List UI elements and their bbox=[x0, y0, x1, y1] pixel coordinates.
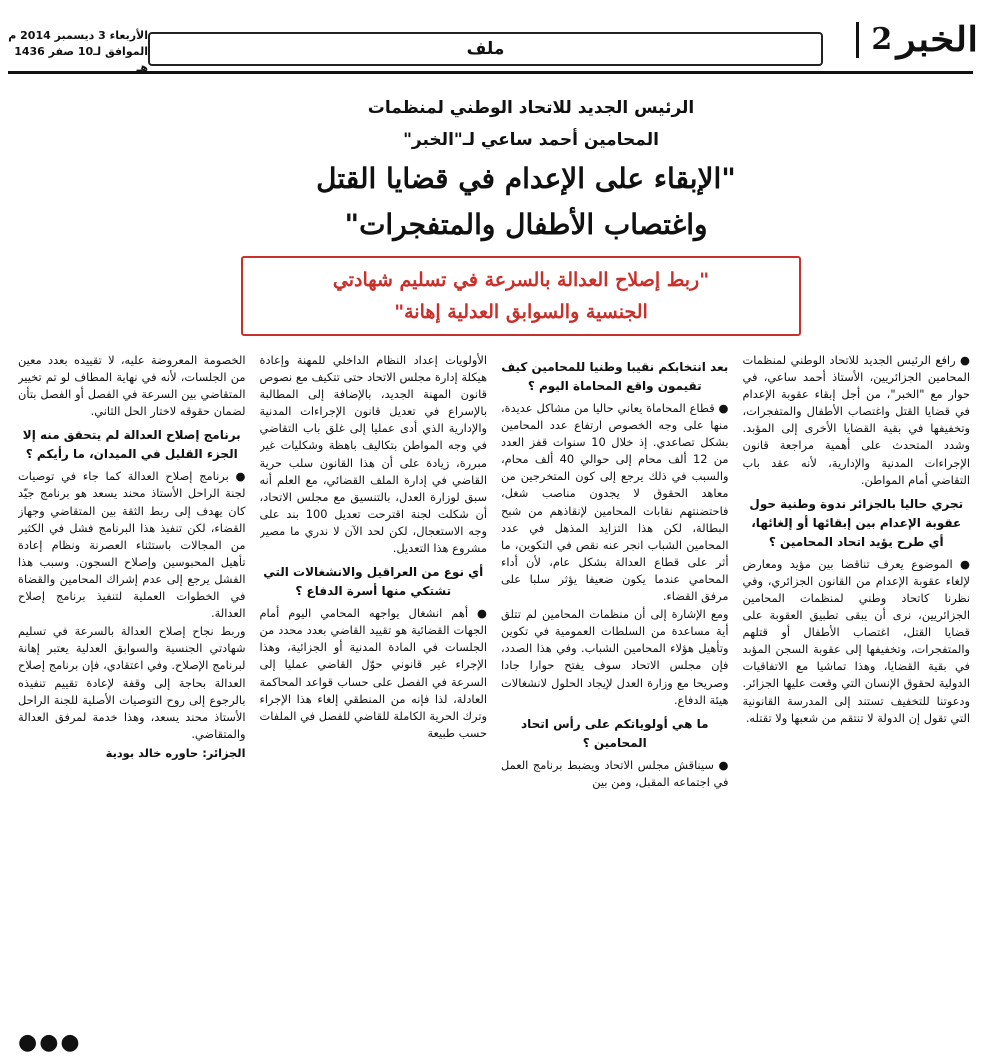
article-columns bbox=[18, 352, 970, 1028]
interview-question: ما هي أولوياتكم على رأس اتحاد المحامين ؟ bbox=[520, 716, 709, 750]
headline-line-2: واغتصاب الأطفال والمتفجرات" bbox=[344, 208, 708, 241]
kicker-line-1: الرئيس الجديد للاتحاد الوطني لمنظمات bbox=[367, 98, 695, 118]
date-gregorian: الأربعاء 3 ديسمبر 2014 م bbox=[8, 29, 148, 42]
paragraph: وربط نجاح إصلاح العدالة بالسرعة في تسليم شهادتي الجنسية والسوابق العدلية يعتبر إهانة لبرنامج الإصلاح. وفي اعتقادي، فإن برنامج إصلاح العدالة بحاجة إلى وقفة لإعادة تقييم تنفيذه بالرجوع إلى روح التوصيات الأصلية للجنة الراحل الأستاذ محند يسعد، وهذا خدمة لمرفق العدالة والمتقاضي. bbox=[18, 624, 246, 741]
interview-question: تجري حاليا بالجزائر ندوة وطنية حول عقوبة الإعدام بين إبقائها أو إلغائها، أي طرح يؤيد اتحاد المحامين ؟ bbox=[749, 496, 964, 549]
article-subheadline bbox=[333, 264, 709, 328]
interview-question: بعد انتخابكم نقيبا وطنيا للمحامين كيف تقيمون واقع المحاماة اليوم ؟ bbox=[501, 360, 729, 393]
end-mark: ●●● bbox=[18, 1030, 82, 1055]
article-kicker bbox=[221, 92, 841, 156]
page-header bbox=[8, 16, 979, 74]
paragraph: ● الموضوع يعرف تناقضا بين مؤيد ومعارض لإلغاء عقوبة الإعدام من القانون الجزائري، وفي نظرنا كاتحاد وطني لمنظمات المحامين الجزائريين، نرى أن يبقى تطبيق العقوبة على قضايا القتل، اغتصاب الأطفال أو قتلهم والمتفجرات، وتخفيفها إلى عقوبة السجن المؤبد في بقية القضايا، وهذا تماشيا مع الاتفاقيات الدولية لحقوق الإنسان التي وقعت عليها الجزائر. ودعوتنا للتخفيف تستند إلى المدرسة القانونية التي تقول إن الدولة لا تنتقم من شعبها ولا تقتله. bbox=[742, 556, 970, 725]
article-headline bbox=[221, 156, 831, 248]
paragraph: ● برنامج إصلاح العدالة كما جاء في توصيات لجنة الراحل الأستاذ محند يسعد هو برنامج جيّد كان يهدف إلى ربط الثقة بين المتقاضي وجهاز القضاء، لكن تنفيذ هذا البرنامج فشل في الكثير من المجالات باستثناء العصرنة ونظام إعادة تأهيل المحبوسين وإصلاح السجون. وسبب هذا الفشل يرجع إلى عدم إشراك المحامين والقضاة في الخطوات العملية لتنفيذ برنامج إصلاح العدالة. bbox=[18, 469, 246, 621]
paragraph: ومع الإشارة إلى أن منظمات المحامين لم تتلق أية مساعدة من السلطات العمومية في تكوين وتأهيل هؤلاء المحامين الشباب. وفي هذا الصدد، فإن مجلس الاتحاد سوف يفتح حوارا جادا وصريحا مع وزارة العدل لإيجاد الحلول لانشغالات هيئة الدفاع. bbox=[501, 607, 729, 707]
interview-question: برنامج إصلاح العدالة لم يتحقق منه إلا الجزء القليل في الميدان، ما رأيكم ؟ bbox=[22, 428, 241, 462]
newspaper-logo: الخبر bbox=[896, 20, 979, 60]
section-label bbox=[148, 32, 823, 66]
article-column-2 bbox=[501, 352, 729, 1028]
paragraph: ● قطاع المحاماة يعاني حاليا من مشاكل عديدة، منها على وجه الخصوص ارتفاع عدد المحامين بشكل تصاعدي. إذ خلال 10 سنوات قفز العدد من 12 ألف محام إلى حوالي 40 ألف محام، والسبب في ذلك يرجع إلى كون المتخرجين من معاهد الحقوق لا يجدون مناصب شغل، فاحتضنتهم نقابات المحامين لإنقاذهم من شبح البطالة، لكن هذا التزايد المذهل في عدد المحامين الشباب انجر عنه نقص في التكوين، ما أثر على قطاع العدالة بشكل عام، لأن أداء المحامي عندما يكون ضعيفا يؤثر سلبا على مرفق القضاء. bbox=[501, 401, 729, 604]
paragraph: ● رافع الرئيس الجديد للاتحاد الوطني لمنظمات المحامين الجزائريين، الأستاذ أحمد ساعي، في حوار مع "الخبر"، من أجل إبقاء عقوبة الإعدام في قضايا القتل واغتصاب الأطفال والمتفجرات، وتخفيفها في بقية القضايا الأخرى إلى المؤبد. وشدد المتحدث على أهمية مراجعة قانون الإجراءات المدنية والإدارية، لأنه عقد باب التقاضي أمام المواطن. bbox=[742, 353, 970, 487]
byline: الجزائر: حاوره خالد بودية bbox=[105, 745, 246, 760]
headline-line-1: "الإبقاء على الإعدام في قضايا القتل bbox=[316, 162, 736, 195]
date-hijri: الموافق لـ10 صفر 1436 هـ bbox=[14, 45, 148, 74]
paragraph: الأولويات إعداد النظام الداخلي للمهنة وإعادة هيكلة إدارة مجلس الاتحاد حتى تتكيف مع نصوص قانون المهنة الجديد، بالإضافة إلى المطالبة بالإسراع في تعديل قانون الإجراءات المدنية والإدارية الذي أدى عمليا إلى غلق باب التقاضي في وجه المواطن بتكاليف باهظة وشكليات غير مبررة، زيادة على أن هذا القانون سلب حرية القاضي في إدارة الملف القضائي، مع العلم أنه سبق لوزارة العدل، بالتنسيق مع مجلس الاتحاد، أن شكلت لجنة اقترحت تعديل 100 بند على وجه الاستعجال، لكن لحد الآن لا ندري ما مصير مشروع هذا التعديل. bbox=[259, 353, 487, 556]
issue-date bbox=[8, 28, 148, 76]
article-column-3 bbox=[260, 352, 488, 1028]
section-name: ملف bbox=[466, 39, 505, 59]
article-column-1 bbox=[743, 352, 971, 1028]
masthead bbox=[850, 20, 979, 60]
subhead-line-1: "ربط إصلاح العدالة بالسرعة في تسليم شهادتي bbox=[332, 269, 710, 291]
paragraph: الخصومة المعروضة عليه، لا تقييده بعدد معين من الجلسات، لأنه في نهاية المطاف لو تم تخيير المتقاضي بين السرعة في الفصل أو الفصل بتأن لضمان حقوقه لاختار الحل الثاني. bbox=[18, 353, 246, 419]
subhead-line-2: الجنسية والسوابق العدلية إهانة" bbox=[394, 301, 648, 323]
kicker-line-2: المحامين أحمد ساعي لـ"الخبر" bbox=[403, 130, 659, 150]
paragraph: ● سيناقش مجلس الاتحاد ويضبط برنامج العمل في اجتماعه المقبل، ومن بين bbox=[501, 757, 729, 789]
subheadline-box bbox=[241, 256, 801, 336]
page-number: 2 bbox=[856, 22, 892, 58]
article-column-4 bbox=[18, 352, 246, 1028]
paragraph: ● أهم انشغال يواجهه المحامي اليوم أمام الجهات القضائية هو تقييد القاضي بعدد محدد من الجلسات في المادة المدنية أو الجزائية، وهذا الإجراء غير قانوني حوّل القاضي عمليا إلى السرعة في الفصل على حساب قواعد المحاكمة العادلة، لذا فإنه من المنطقي إلغاء هذا الإجراء وترك الحرية الكاملة للقاضي للفصل في الملفات حسب طبيعة bbox=[259, 606, 487, 740]
interview-question: أي نوع من العراقيل والانشغالات التي تشتكي منها أسرة الدفاع ؟ bbox=[263, 565, 484, 599]
